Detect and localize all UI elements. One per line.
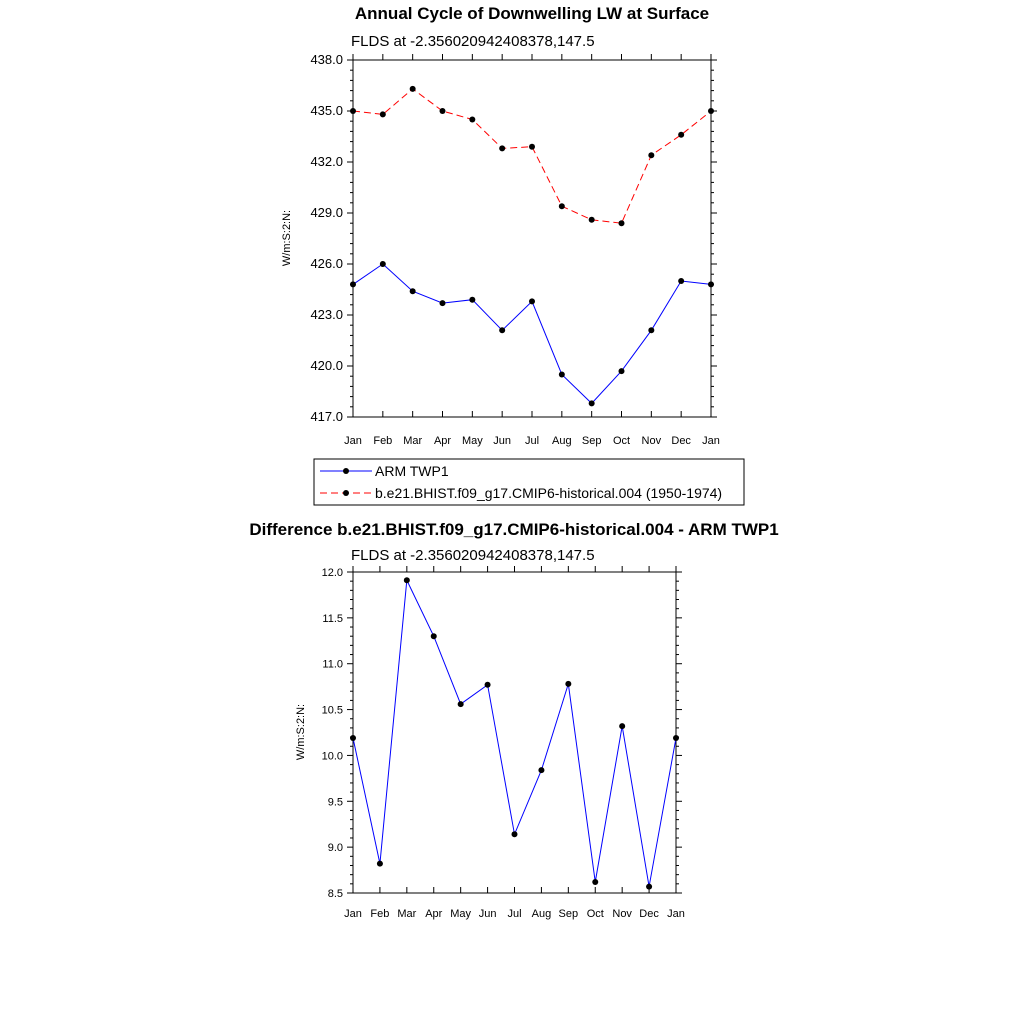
data-point [592, 879, 598, 885]
data-point [469, 117, 475, 123]
bottom-chart [249, 520, 778, 920]
data-point [529, 298, 535, 304]
data-point [589, 217, 595, 223]
data-point [538, 767, 544, 773]
x-tick-label: Jul [507, 908, 522, 920]
y-tick-label: 435.0 [310, 103, 343, 118]
y-tick-label: 432.0 [310, 154, 343, 169]
data-point [619, 723, 625, 729]
x-tick-label: Oct [586, 908, 604, 920]
plot-frame [353, 60, 711, 417]
top-plot-area [310, 52, 719, 447]
y-tick-label: 426.0 [310, 256, 343, 271]
bottom-chart-subtitle: FLDS at -2.356020942408378,147.5 [351, 547, 595, 564]
x-tick-label: Nov [641, 435, 662, 447]
data-point [469, 297, 475, 303]
y-tick-label: 9.5 [327, 796, 343, 809]
data-point [559, 203, 565, 209]
x-tick-label: Dec [639, 908, 659, 920]
top-chart-subtitle: FLDS at -2.356020942408378,147.5 [351, 33, 595, 50]
y-tick-label: 420.0 [310, 358, 343, 373]
data-point [512, 831, 518, 837]
x-tick-label: Sep [581, 435, 602, 447]
y-tick-label: 12.0 [321, 567, 343, 579]
x-tick-label: Oct [612, 435, 631, 447]
data-point [440, 300, 446, 306]
y-tick-label: 11.0 [322, 658, 343, 671]
x-tick-label: Mar [397, 908, 417, 920]
data-point [440, 108, 446, 114]
x-tick-label: Jan [667, 908, 685, 920]
data-point [377, 861, 383, 867]
x-tick-label: Feb [373, 435, 393, 447]
y-tick-label: 11.5 [322, 612, 343, 625]
data-point [619, 368, 625, 374]
data-point [619, 220, 625, 226]
legend-label-model: b.e21.BHIST.f09_g17.CMIP6-historical.004 (1950-1974) [375, 485, 723, 501]
top-chart [281, 4, 720, 447]
data-point [565, 681, 571, 687]
data-point [380, 111, 386, 117]
data-point [350, 108, 356, 114]
x-tick-label: Jan [344, 908, 362, 920]
data-point [648, 152, 654, 158]
data-point [673, 735, 679, 741]
data-point [708, 108, 714, 114]
data-point [678, 132, 684, 138]
x-tick-label: Sep [558, 908, 579, 920]
y-tick-label: 8.5 [327, 888, 343, 900]
top-chart-legend [314, 459, 744, 505]
bottom-plot-area [322, 566, 685, 920]
x-tick-label: Jul [524, 435, 540, 447]
x-tick-label: Aug [531, 908, 552, 920]
data-point [529, 144, 535, 150]
top-chart-ylabel: W/m:S:2:N: [281, 209, 293, 267]
data-point [431, 633, 437, 639]
legend-label-arm: ARM TWP1 [375, 463, 449, 479]
data-point [559, 372, 565, 378]
x-tick-label: Apr [425, 908, 443, 920]
y-tick-label: 429.0 [310, 205, 343, 220]
legend-item-model [320, 485, 722, 501]
legend-marker-arm [343, 468, 349, 474]
series-line-0 [353, 264, 711, 403]
x-tick-label: Aug [552, 435, 572, 447]
data-point [499, 327, 505, 333]
y-tick-label: 9.0 [327, 842, 343, 855]
x-tick-label: May [450, 908, 472, 920]
plot-frame [353, 572, 676, 893]
x-tick-label: May [461, 435, 483, 447]
top-chart-title: Annual Cycle of Downwelling LW at Surface [354, 4, 710, 23]
legend-marker-model [343, 490, 349, 496]
y-tick-label: 417.0 [310, 409, 343, 424]
data-point [708, 281, 714, 287]
bottom-chart-ylabel: W/m:S:2:N: [295, 703, 307, 761]
x-tick-label: Mar [403, 435, 423, 447]
data-point [678, 278, 684, 284]
x-tick-label: Jan [344, 435, 362, 447]
x-tick-label: Jan [702, 435, 720, 447]
data-point [648, 327, 654, 333]
x-tick-label: Nov [612, 908, 632, 920]
y-tick-label: 10.0 [321, 750, 343, 763]
data-point [589, 400, 595, 406]
series-line-0 [353, 580, 676, 886]
data-point [350, 735, 356, 741]
y-tick-label: 423.0 [310, 307, 343, 322]
data-point [646, 884, 652, 890]
data-point [485, 682, 491, 688]
x-tick-label: Feb [370, 908, 390, 920]
y-tick-label: 10.5 [321, 704, 343, 717]
data-point [410, 288, 416, 294]
data-point [458, 701, 464, 707]
series-line-1 [353, 89, 711, 223]
x-tick-label: Apr [433, 435, 452, 447]
bottom-chart-title: Difference b.e21.BHIST.f09_g17.CMIP6-historical.004 - ARM TWP1 [249, 520, 779, 539]
data-point [404, 577, 410, 583]
data-point [410, 86, 416, 92]
y-tick-label: 438.0 [310, 52, 343, 67]
data-point [499, 145, 505, 151]
data-point [380, 261, 386, 267]
data-point [350, 281, 356, 287]
x-tick-label: Jun [493, 435, 512, 447]
x-tick-label: Jun [478, 908, 497, 920]
x-tick-label: Dec [671, 435, 691, 447]
